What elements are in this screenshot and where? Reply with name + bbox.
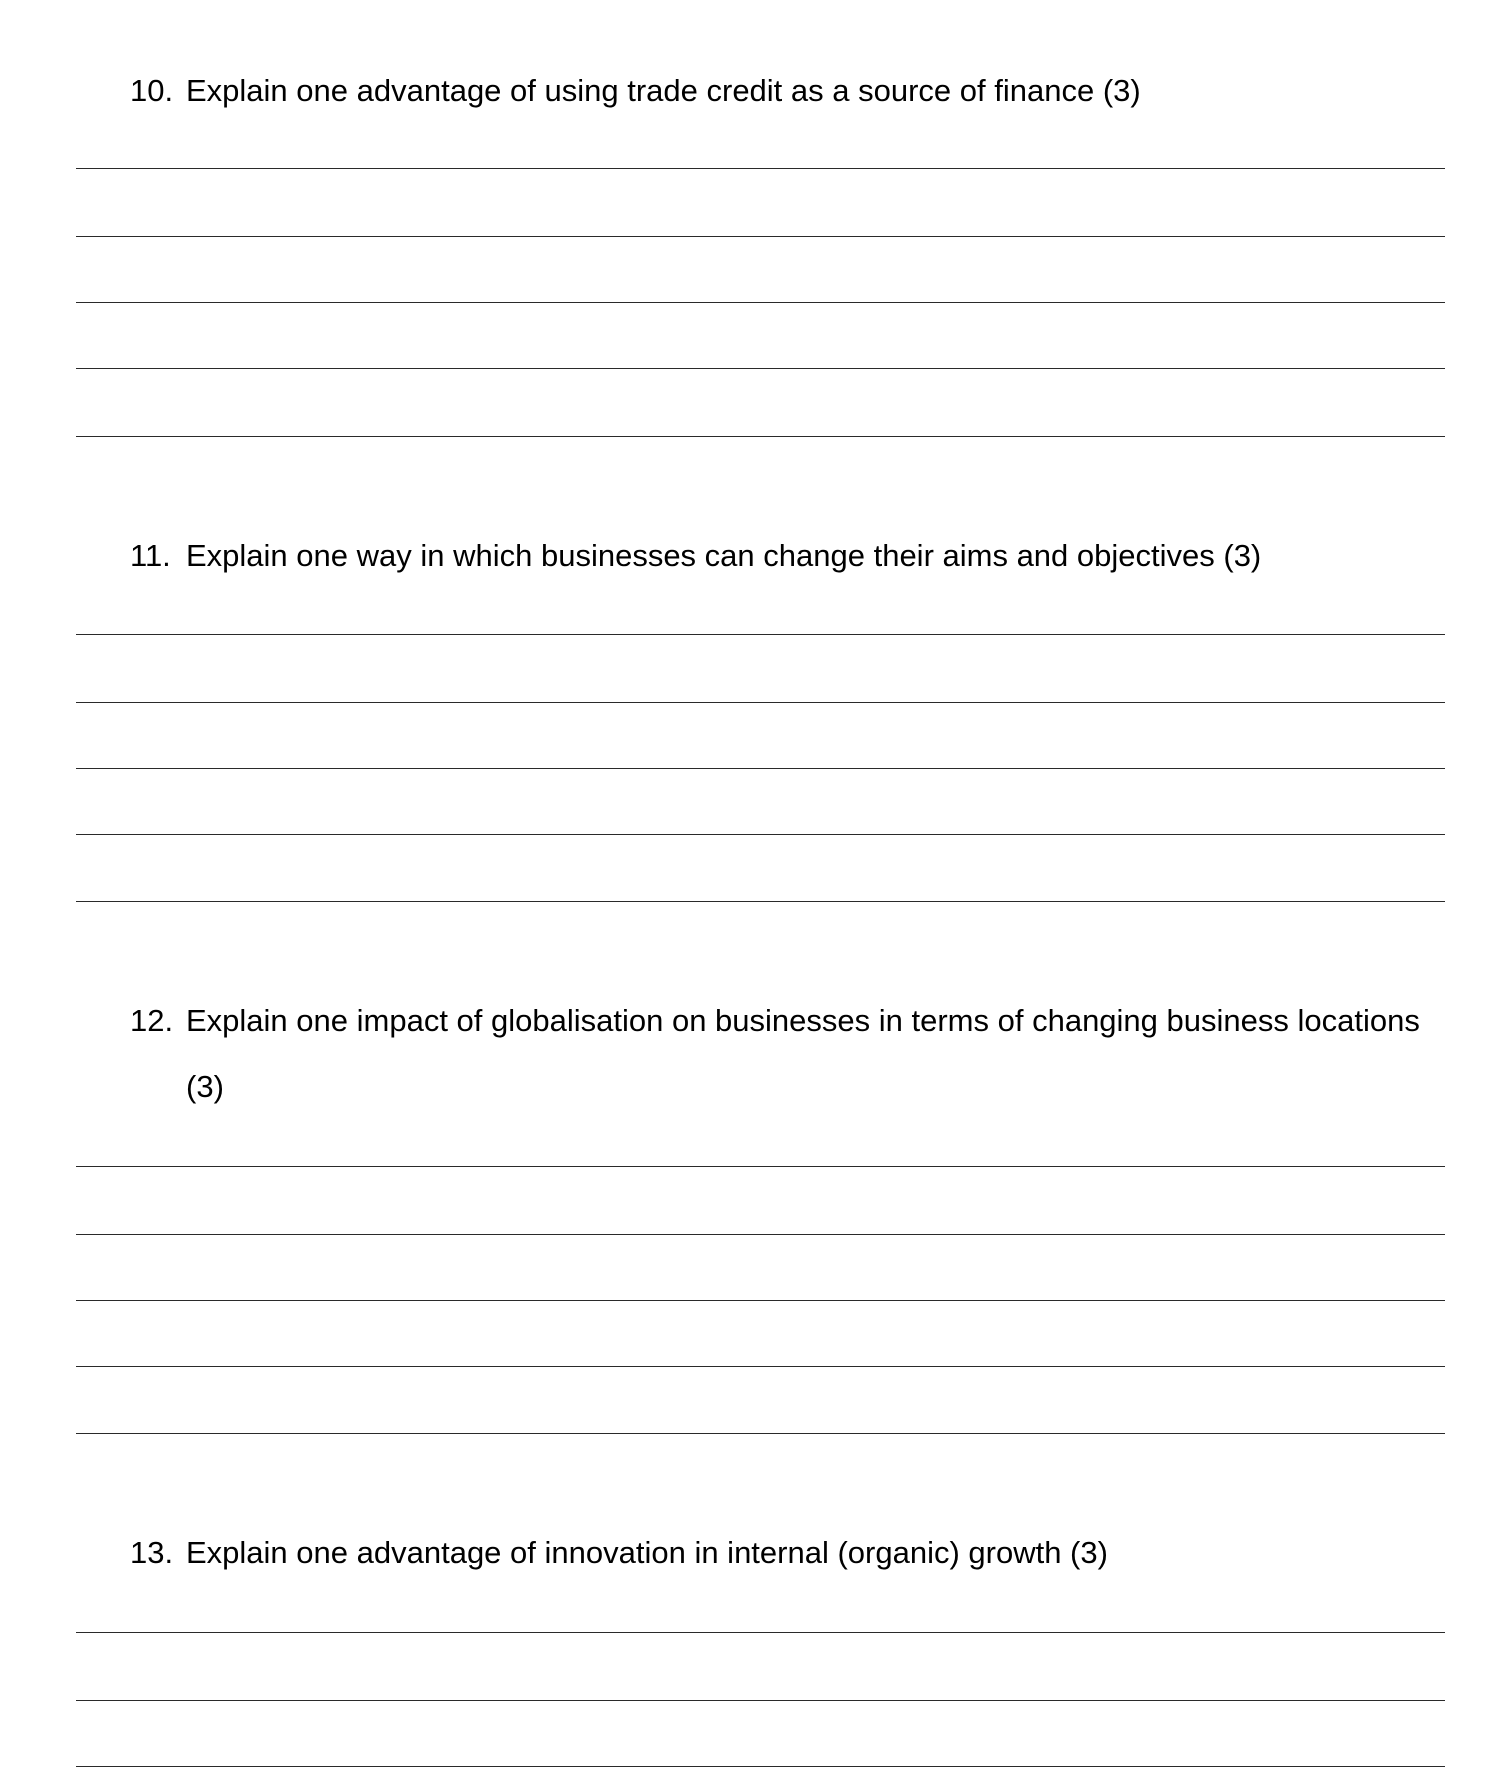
question-12 — [130, 988, 1450, 1120]
question-13 — [130, 1520, 1450, 1586]
answer-line[interactable] — [76, 236, 1445, 237]
answer-line[interactable] — [76, 1300, 1445, 1301]
question-text: Explain one advantage of innovation in internal (organic) growth (3) — [186, 1535, 1108, 1570]
answer-line[interactable] — [76, 1234, 1445, 1235]
answer-line[interactable] — [76, 634, 1445, 635]
answer-line[interactable] — [76, 901, 1445, 902]
answer-line[interactable] — [76, 702, 1445, 703]
answer-line[interactable] — [76, 168, 1445, 169]
answer-line[interactable] — [76, 436, 1445, 437]
question-number: 10. — [130, 73, 174, 108]
answer-line[interactable] — [76, 1366, 1445, 1367]
answer-line[interactable] — [76, 1766, 1445, 1767]
question-number: 13. — [130, 1535, 174, 1570]
question-text: Explain one impact of globalisation on businesses in terms of changing business locations (3) — [186, 1003, 1420, 1104]
answer-line[interactable] — [76, 834, 1445, 835]
question-text: Explain one advantage of using trade credit as a source of finance (3) — [186, 73, 1141, 108]
question-text: Explain one way in which businesses can change their aims and objectives (3) — [186, 538, 1262, 573]
answer-line[interactable] — [76, 1166, 1445, 1167]
question-number: 12. — [130, 1003, 174, 1038]
question-number: 11. — [130, 538, 171, 573]
answer-line[interactable] — [76, 1632, 1445, 1633]
answer-line[interactable] — [76, 302, 1445, 303]
question-11 — [130, 523, 1450, 589]
answer-line[interactable] — [76, 768, 1445, 769]
answer-line[interactable] — [76, 368, 1445, 369]
answer-line[interactable] — [76, 1700, 1445, 1701]
answer-line[interactable] — [76, 1433, 1445, 1434]
question-10 — [130, 58, 1450, 124]
